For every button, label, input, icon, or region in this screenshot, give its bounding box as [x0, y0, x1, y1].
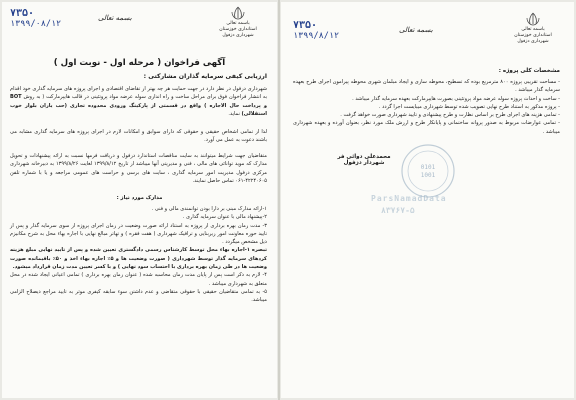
signer-name: محمدعلی دوائی فر — [337, 154, 391, 160]
letter-meta — [10, 8, 61, 29]
list-item: تبصره ۱-اجاره بهاء محل توسط کارشناس رسمی دادگستری تعیین شده و پس از تایید نهایی مبلغ هزینه کردهای سرمایه گذار توسط شهرداری ( صورت وضعیت ها و ۵٪ اجاره بهاء اخذ و ۵۰٪ باقیمانده صورت وضعیت ها در طی زمان بهره برداری با احتساب سود نهایی ) و با کسر تعیین مدت زمان قرارداد میشود. — [10, 247, 267, 271]
org-line: شهرداری دزفول — [517, 39, 549, 44]
emblem-icon — [229, 6, 247, 20]
org-header — [208, 6, 268, 39]
section-heading: مشخصات کلی پروژه : — [498, 68, 560, 74]
svg-text:1001: 1001 — [420, 172, 436, 179]
list-item: ۳- مدت زمان بهره برداری از پروژه به استناد ارائه صورت وضعیت در زمان اجرای پروژه از سوی سرمایه گذار و پس از تایید حوزه معاونت امور زیربنایی و ترافیک شهرداری ( هفت فقره ) و تهاتر مبالغ نهایی با اجاره بهاء محل به شرح مکانیزم ذیل مشخص میگردد . — [10, 222, 267, 246]
list-item: ۴- لازم به ذکر است پس از پایان مدت زمان محاسبه شده ( عنوان زمان بهره برداری ) تمامی اعیانی ایجاد شده در محل متعلق به شهرداری میباشد . — [10, 272, 267, 287]
org-line: استانداری خوزستان — [219, 27, 257, 32]
letter-number: ۷۳۵۰ — [10, 8, 35, 19]
list-item: - تمامی عوارضات مربوط به صدور پروانه ساختمانی و پایانکار طرح و ارزش ملک مورد نظر، بعنوان آورده و بعهده شهرداری میباشد . — [293, 120, 560, 135]
project-specs-page — [281, 2, 574, 398]
svg-text:0101: 0101 — [420, 164, 436, 171]
org-line: باسمه تعالی — [521, 27, 545, 32]
specs-list — [293, 78, 560, 136]
watermark-code: ۸۳۷۶۷-۵ — [381, 206, 415, 215]
docs-heading: مدارک مورد نیاز : — [116, 195, 163, 201]
org-header — [503, 12, 563, 45]
list-item: - پروژه مذکور به استناد طرح نهایی تصویب شده توسط شهرداری میبایست اجرا گردد . — [378, 103, 560, 110]
signer-title: شهردار دزفول — [343, 160, 385, 166]
org-line: استانداری خوزستان — [514, 33, 552, 38]
intro-emphasis: BOT و پرداخت حال الاجاره ) واقع در قسمتی از پارکینگ ورودی محدوده تجاری (حب یاران بلوار خوب استقلالی) — [10, 94, 267, 117]
page-title: آگهی فراخوان ( مرحله اول - نوبت اول ) — [53, 58, 226, 68]
watermark-text: ParsNamadData — [371, 194, 447, 203]
letter-meta — [293, 20, 339, 41]
intro-end: نماید. — [228, 110, 242, 117]
emblem-icon — [524, 12, 542, 26]
list-item: - مساحت تقریبی پروژه ۸۰۰ مترمربع بوده که تسطیح، محوطه سازی و ایجاد مبلمان شهری محوطه پیرامون اجرای طرح بعهده سرمایه گذار میباشد . — [293, 79, 560, 94]
org-line: باسمه تعالی — [226, 21, 250, 26]
org-line: شهرداری دزفول — [222, 33, 254, 38]
letter-number: ۷۳۵۰ — [293, 20, 318, 31]
notice-invite: لذا از تمامی اشخاص حقیقی و حقوقی که دارای سوابق و امکانات لازم در اجرای پروژه های سرمایه گذاری مشابه می باشند دعوت به عمل می آورد. — [10, 129, 267, 144]
page-divider — [278, 0, 280, 400]
intro-text: شهرداری دزفول در نظر دارد در جهت حمایت هر چه بهتر از تقاضای اقتصادی و اجرای پروژه های سرمایه گذاری خود اقدام به انتشار فراخوان فوق برای مراحل ساخت و راه اندازی سوله عرضه مواد پروتئینی در قالب هایپرمارکت ( به روش — [10, 86, 267, 101]
letter-date: ۱۳۹۹/۰۸/۱۲ — [10, 19, 62, 29]
notice-details: متقاضیان جهت شرایط میتوانند به سایت مناقصات استاندارد دزفول و دریافت فرمها نسبت به ارائه پیشنهادات و تحویل مدارک که موید توانائی های مالی ، فنی و مدیریتی آنها میباشد از تاریخ ۱۳۹۹/۸/۱۲ لغایت ۱۳۹۹/۸/۲۶ به دبیرخانه شهرداری مرکزی دزفول مدیریت امور سرمایه گذاری ، سایت های برسی و حراست های عمومی مراجعه و یا با شماره تلفن ۴۲۲۴۰۶۰۵-۰۶۱ تماس حاصل نمایند. — [10, 153, 267, 184]
list-item: ۱-ارائه مدارک مبنی بر دارا بودن توانمندی مالی و فنی . — [151, 206, 267, 212]
list-item: ۵- به تمامی متقاضیان حقیقی با حقوقی متقاضی و عدم داشتن سوء سابقه کیفری موثر به تایید مراجع ذیصلاح الزامی میباشد. — [10, 288, 267, 304]
bismillah: بسمه تعالی — [399, 26, 433, 34]
list-item: ۲-پیشنهاد مالی با عنوان سرمایه گذاری . — [182, 214, 267, 221]
notice-subtitle: ارزیابی کیفی سرمایه گذاران مشارکتی : — [143, 73, 267, 80]
bismillah: بسمه تعالی — [98, 14, 132, 22]
notice-intro — [10, 85, 267, 118]
signature-block — [299, 154, 429, 166]
docs-list — [10, 205, 267, 305]
tender-notice-page — [2, 2, 277, 398]
list-item: - ساخت و احداث پروژه سوله عرضه مواد پروتئینی بصورت هایپرمارکت بعهده سرمایه گذار میباشد . — [352, 95, 560, 102]
list-item: - تمامی هزینه های اجرای طرح بر اساس نظارت و طرح پیشنهادی و تایید شهرداری صورت خواهد گرفت . — [340, 112, 560, 119]
letter-date: ۱۳۹۹/۸/۱۲ — [293, 31, 340, 41]
